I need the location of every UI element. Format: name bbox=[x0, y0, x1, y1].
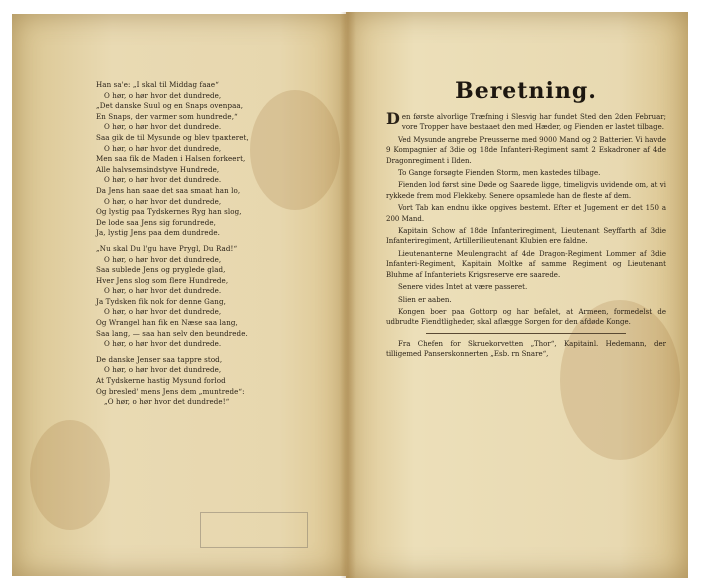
poem-line: Og lystig paa Tydskernes Ryg han slog, bbox=[96, 207, 242, 217]
poem-line: „Nu skal Du l'gu have Prygl, Du Rad!“ bbox=[96, 243, 238, 253]
library-stamp-box bbox=[200, 512, 308, 548]
poem-line: De lode saa Jens sig forundrede, bbox=[96, 217, 216, 227]
stain bbox=[30, 420, 110, 530]
poem-line: Saa lang, — saa han selv den beundrede. bbox=[96, 328, 248, 338]
poem-line: Hver Jens slog som flere Hundrede, bbox=[96, 275, 229, 285]
stanza-2 bbox=[96, 244, 326, 350]
stanza-3 bbox=[96, 355, 326, 408]
poem-line: O hør, o hør hvor det dundrede, bbox=[104, 196, 222, 206]
poem bbox=[96, 80, 326, 408]
poem-line: Ja Tydsken fik nok for denne Gang, bbox=[96, 296, 226, 306]
report-paragraph: Ved Mysunde angrebe Preusserne med 9000 Mand og 2 Batterier. Vi havde 9 Kompagnier af 3die og 18de Infanteri-Regiment samt 2 Eskadroner af 4de Dragonregiment i Ilden. bbox=[386, 135, 666, 165]
report-paragraph: Den første alvorlige Træfning i Slesvig har fundet Sted den 2den Februar; vore Tropper have bestaaet den med Hæder, og Fienden er lastet tilbage. bbox=[386, 109, 666, 132]
report-paragraph: Kapitain Schow af 18de Infanteriregiment, Lieutenant Seyffarth af 3die Infanteriregiment, Artillerilieutenant Klubien ere faldne. bbox=[386, 227, 666, 246]
poem-line: Han sa'e: „I skal til Middag faae“ bbox=[96, 80, 219, 89]
divider bbox=[426, 333, 626, 334]
report-paragraph: To Gange forsøgte Fienden Storm, men kastedes tilbage. bbox=[398, 169, 601, 178]
poem-line: Og bresled' mens Jens dem „muntrede“: bbox=[96, 386, 245, 396]
poem-line: O hør, o hør hvor det dundrede, bbox=[104, 143, 222, 153]
poem-line: O hør, o hør hvor det dundrede, bbox=[104, 365, 222, 375]
report-closing: Fra Chefen for Skruekorvetten „Thor“, Kapitainl. Hedemann, der tilligemed Panserskonnerten „Esb. rn Snare“, bbox=[386, 339, 666, 359]
report-paragraph: Lieutenanterne Meulengracht af 4de Dragon-Regiment Lommer af 3die Infanteri-Regiment, Kapitain Moltke af samme Regiment og Lieutenant Bluhme af Infanteriets Krigsreserve ere saarede. bbox=[386, 249, 666, 279]
report-paragraph: Senere vides Intet at være passeret. bbox=[398, 283, 528, 292]
page-fold bbox=[340, 12, 356, 578]
poem-line: „O hør, o hør hvor det dundrede!“ bbox=[104, 397, 230, 407]
poem-line: De danske Jenser saa tappre stod, bbox=[96, 354, 223, 364]
report bbox=[386, 78, 666, 362]
poem-line: „Det danske Suul og en Snaps ovenpaa, bbox=[96, 101, 244, 111]
poem-line: Da Jens han saae det saa smaat han lo, bbox=[96, 185, 241, 195]
poem-line: Men saa fik de Maden i Halsen forkeert, bbox=[96, 154, 246, 164]
poem-line: Alle halvsemsindstyve Hundrede, bbox=[96, 164, 220, 174]
report-paragraph: Fienden lod først sine Døde og Saarede ligge, timeligvis uvidende om, at vi rykkede frem mod Flekkeby. Senere opsamlede han de fleste af dem. bbox=[386, 181, 666, 200]
poem-line: O hør, o hør hvor det dundrede. bbox=[104, 339, 222, 349]
report-paragraph: Vort Tab kan endnu ikke opgives bestemt. Efter et Jugement er det 150 a 200 Mand. bbox=[386, 204, 666, 223]
poem-line: O hør, o hør hvor det dundrede, bbox=[104, 307, 222, 317]
poem-line: Ja, lystig Jens paa dem dundrede. bbox=[96, 228, 220, 238]
poem-line: En Snaps, der varmer som hundrede,“ bbox=[96, 111, 238, 121]
poem-line: At Tydskerne hastig Mysund forlod bbox=[96, 376, 226, 386]
poem-line: O hør, o hør hvor det dundrede. bbox=[104, 175, 222, 185]
poem-line: Saa sublede Jens og pryglede glad, bbox=[96, 265, 226, 275]
stanza-1 bbox=[96, 80, 326, 239]
poem-line: O hør, o hør hvor det dundrede, bbox=[104, 254, 222, 264]
poem-line: Og Wrangel han fik en Næse saa lang, bbox=[96, 318, 238, 328]
poem-line: O hør, o hør hvor det dundrede, bbox=[104, 90, 222, 100]
poem-line: Saa gik de til Mysunde og blev tракteret, bbox=[96, 132, 249, 142]
poem-line: O hør, o hør hvor det dundrede. bbox=[104, 122, 222, 132]
report-paragraph: Kongen boer paa Gottorp og har befalet, at Armeen, formedelst de udbrudte Fiendtligheder, skal aflægge Sorgen for den afdøde Konge. bbox=[386, 307, 666, 327]
report-title: Beretning. bbox=[455, 78, 597, 104]
report-paragraph: Slien er aaben. bbox=[398, 295, 452, 304]
poem-line: O hør, o hør hvor det dundrede. bbox=[104, 286, 222, 296]
